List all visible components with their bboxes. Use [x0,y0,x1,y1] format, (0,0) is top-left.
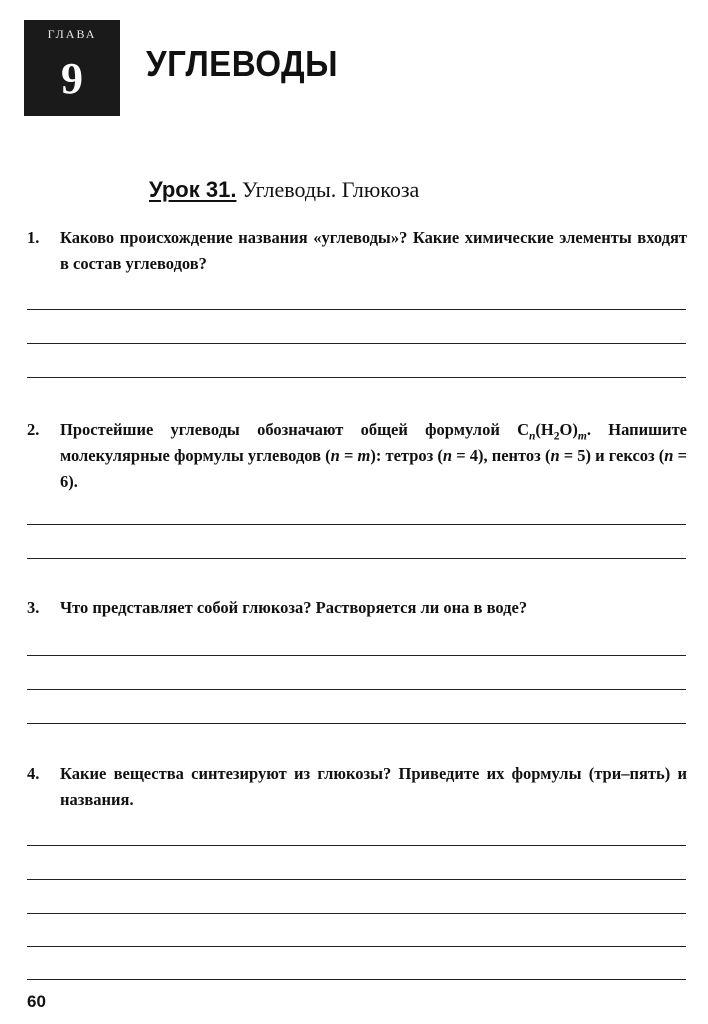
answer-line[interactable] [27,913,686,914]
formula-subscript: n [529,430,536,443]
chapter-number: 9 [61,54,83,103]
task-text [60,417,687,495]
text-fragment: ): тетроз ( [370,446,443,465]
text-fragment: . Напишите молекулярные формулы углеводов ( [60,420,687,465]
answer-line[interactable] [27,879,686,880]
variable: m [357,446,371,465]
answer-line[interactable] [27,723,686,724]
task-number: 2. [27,420,40,439]
answer-line[interactable] [27,343,686,344]
task-number: 3. [27,598,40,617]
variable: n [550,446,560,465]
task-4 [27,761,687,813]
variable: n [330,446,340,465]
task-3 [27,595,687,621]
answer-line[interactable] [27,655,686,656]
formula-subscript: 2 [553,430,560,443]
answer-line[interactable] [27,979,686,980]
answer-line[interactable] [27,689,686,690]
task-text: Каково происхождение названия «углеводы»? Какие химические элементы входят в состав углеводов? [60,228,687,273]
formula-subscript: m [577,430,587,443]
page-number: 60 [27,992,46,1011]
answer-line[interactable] [27,558,686,559]
text-fragment: = [339,446,358,465]
task-number: 4. [27,764,40,783]
lesson-heading [149,176,419,204]
text-fragment: = 5) и гексоз ( [559,446,665,465]
lesson-title: Углеводы. Глюкоза [241,177,420,202]
task-text: Что представляет собой глюкоза? Растворяется ли она в воде? [60,598,528,617]
variable: n [664,446,674,465]
task-1 [27,225,687,277]
text-fragment: = 4), пентоз ( [452,446,551,465]
task-2 [27,417,687,495]
answer-line[interactable] [27,309,686,310]
chapter-title: УГЛЕВОДЫ [146,43,339,84]
task-text: Какие вещества синтезируют из глюкозы? Приведите их формулы (три–пять) и названия. [60,764,687,809]
text-fragment: Простейшие углеводы обозначают общей формулой C [60,420,529,439]
task-number: 1. [27,228,40,247]
text-fragment: = 6). [60,446,688,491]
text-fragment: (H [535,420,554,439]
chapter-word: ГЛАВА [47,27,97,41]
answer-line[interactable] [27,946,686,947]
variable: n [442,446,453,465]
answer-line[interactable] [27,524,686,525]
answer-line[interactable] [27,845,686,846]
chapter-badge [24,20,120,116]
lesson-label: Урок 31. [149,177,237,202]
answer-line[interactable] [27,377,686,378]
text-fragment: O) [559,420,578,439]
